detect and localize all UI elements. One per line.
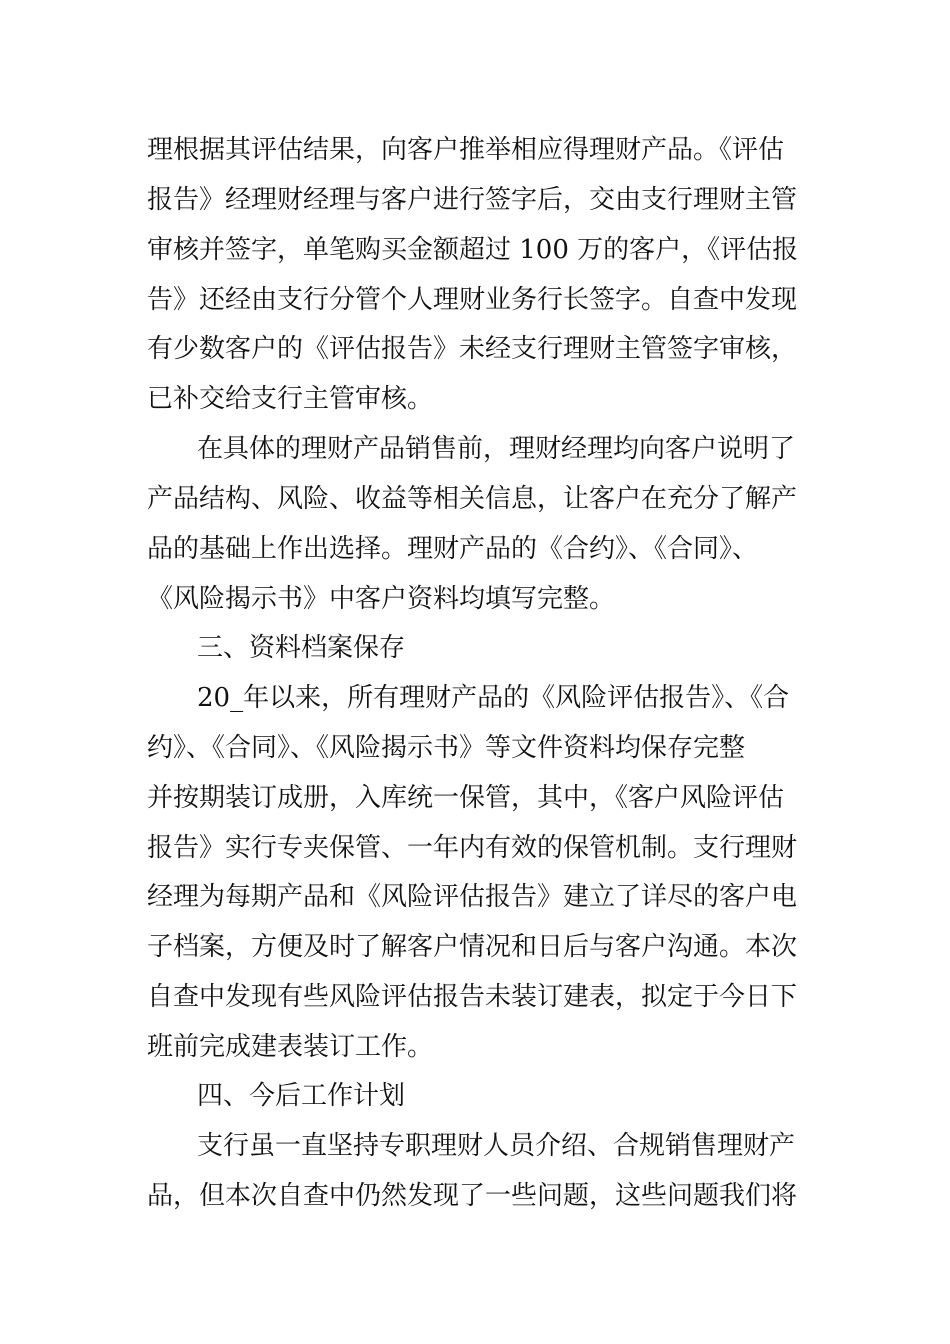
text-line: 自查中发现有些风险评估报告未装订建表，拟定于今日下 [147, 982, 798, 1012]
text-line: 已补交给支行主管审核。 [147, 384, 434, 414]
text-line: 品，但本次自查中仍然发现了一些问题，这些问题我们将 [147, 1181, 798, 1211]
text-line: 报告》经理财经理与客户进行签字后，交由支行理财主管 [147, 185, 798, 215]
text-line: 班前完成建表装订工作。 [147, 1032, 434, 1062]
text-line: 在具体的理财产品销售前，理财经理均向客户说明了 [197, 434, 796, 464]
text-line: 经理为每期产品和《风险评估报告》建立了详尽的客户电 [147, 882, 798, 912]
text-line: 20_年以来，所有理财产品的《风险评估报告》、《合 [197, 683, 790, 713]
text-line: 子档案，方便及时了解客户情况和日后与客户沟通。本次 [147, 932, 798, 962]
text-line: 告》还经由支行分管个人理财业务行长签字。自查中发现 [147, 285, 798, 315]
text-line: 并按期装订成册，入库统一保管，其中，《客户风险评估 [147, 783, 785, 813]
text-line: 品的基础上作出选择。理财产品的《合约》、《合同》、 [147, 534, 759, 564]
text-line: 审核并签字，单笔购买金额超过 100 万的客户，《评估报 [147, 235, 799, 265]
text-line: 《风险揭示书》中客户资料均填写完整。 [147, 584, 616, 614]
section-heading: 四、今后工作计划 [197, 1081, 406, 1111]
section-heading: 三、资料档案保存 [197, 633, 406, 663]
text-line: 报告》实行专夹保管、一年内有效的保管机制。支行理财 [147, 833, 798, 863]
text-line: 产品结构、风险、收益等相关信息，让客户在充分了解产 [147, 484, 798, 514]
text-line: 约》、《合同》、《风险揭示书》等文件资料均保存完整 [147, 733, 746, 763]
text-line: 有少数客户的《评估报告》未经支行理财主管签字审核， [147, 334, 798, 364]
text-line: 支行虽一直坚持专职理财人员介绍、合规销售理财产 [197, 1131, 796, 1161]
text-line: 理根据其评估结果，向客户推举相应得理财产品。《评估 [147, 135, 785, 165]
